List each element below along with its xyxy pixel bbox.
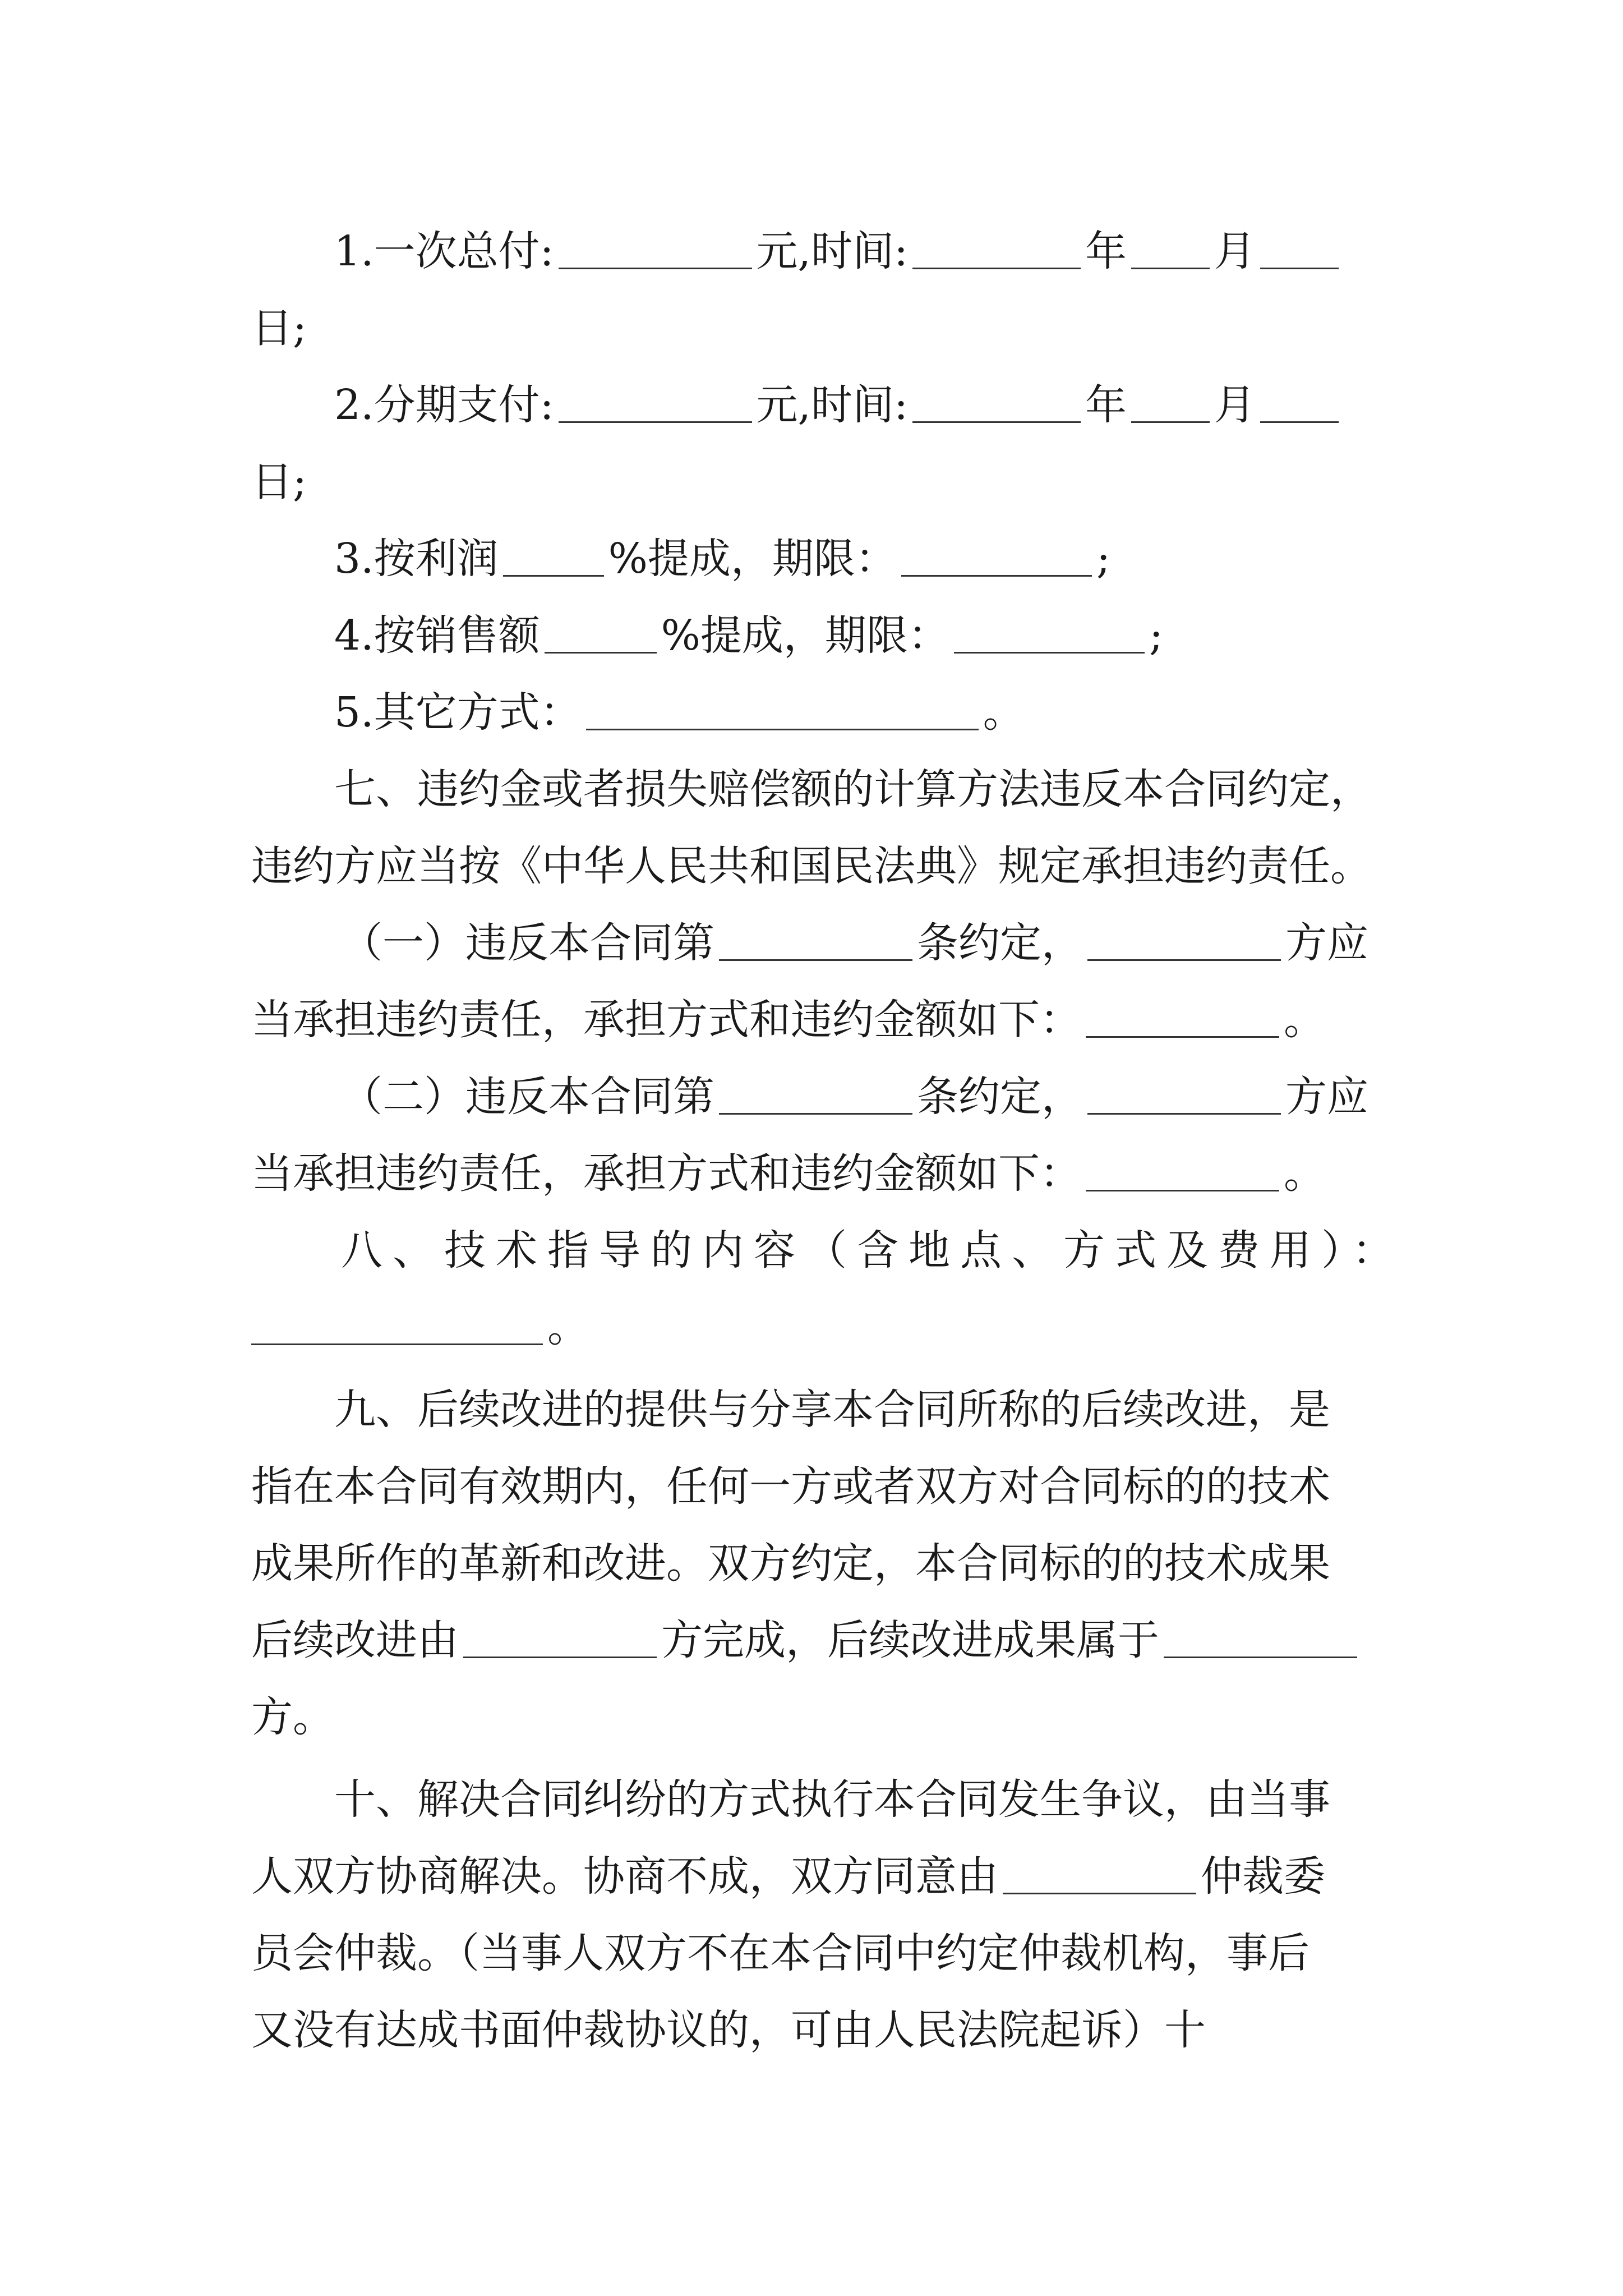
section-8-heading — [251, 1212, 1404, 1289]
party-blank[interactable] — [1087, 926, 1281, 961]
text-line — [251, 1915, 1390, 1992]
text: 2.分期支付: — [334, 381, 554, 429]
text: 4.按销售额 — [334, 611, 540, 660]
text: 违约方应当按《中华人民共和国民法典》规定承担违约责任。 — [251, 842, 1372, 890]
text: 员会仲裁。（当事人双方不在本合同中约定仲裁机构，事后 — [251, 1929, 1310, 1977]
text-line — [251, 1992, 1390, 2069]
text: %提成，期限： — [661, 611, 949, 660]
text: 月 — [1214, 227, 1256, 275]
text: 当承担违约责任，承担方式和违约金额如下： — [251, 1149, 1081, 1198]
text: ; — [1149, 611, 1163, 660]
text: 年 — [1085, 227, 1127, 275]
text: 5.其它方式： — [334, 688, 582, 737]
improver-party-blank[interactable] — [463, 1623, 657, 1658]
text: 仲裁委 — [1201, 1852, 1325, 1901]
text: （一）违反本合同第 — [341, 919, 714, 967]
breach-clause-2-line — [251, 1059, 1390, 1135]
text: 七、违约金或者损失赔偿额的计算方法违反本合同约定， — [334, 765, 1372, 813]
text-line — [251, 1448, 1390, 1525]
guidance-blank[interactable] — [251, 1310, 543, 1345]
text: 方完成，后续改进成果属于 — [661, 1616, 1159, 1664]
text: 。 — [983, 688, 1025, 737]
section-9-heading — [251, 1372, 1390, 1448]
text-line — [251, 1679, 1390, 1756]
text-line — [251, 1838, 1390, 1915]
month-blank[interactable] — [1131, 388, 1210, 423]
text: 。 — [1284, 996, 1325, 1044]
amount-blank[interactable] — [559, 234, 752, 269]
percent-blank[interactable] — [545, 618, 657, 654]
text-line — [251, 1289, 1390, 1366]
text-line — [251, 982, 1390, 1059]
section-10-heading — [251, 1761, 1390, 1838]
amount-blank[interactable] — [1086, 1002, 1279, 1038]
text: 后续改进由 — [251, 1616, 459, 1664]
amount-blank[interactable] — [1086, 1156, 1279, 1191]
text-line — [251, 1135, 1390, 1212]
amount-blank[interactable] — [559, 388, 752, 423]
owner-party-blank[interactable] — [1164, 1623, 1357, 1658]
term-blank[interactable] — [901, 541, 1092, 577]
text: 元,时间: — [756, 227, 909, 275]
document-page — [251, 213, 1404, 2069]
text-line — [251, 444, 1390, 521]
text: 方应 — [1285, 1073, 1368, 1121]
year-blank[interactable] — [912, 234, 1081, 269]
text: 当承担违约责任，承担方式和违约金额如下： — [251, 996, 1081, 1044]
month-blank[interactable] — [1131, 234, 1210, 269]
text: 1.一次总付: — [334, 227, 554, 275]
text: （二）违反本合同第 — [341, 1073, 714, 1121]
text: 十、解决合同纠纷的方式执行本合同发生争议，由当事 — [334, 1775, 1330, 1824]
text: 条约定， — [917, 919, 1083, 967]
text: 指在本合同有效期内，任何一方或者双方对合同标的的技术 — [251, 1462, 1330, 1511]
text: 元,时间: — [756, 381, 909, 429]
payment-installment-line — [251, 367, 1390, 444]
other-method-blank[interactable] — [586, 695, 979, 730]
term-blank[interactable] — [954, 618, 1145, 654]
text: 成果所作的革新和改进。双方约定，本合同标的的技术成果 — [251, 1539, 1330, 1588]
text-line — [251, 290, 1390, 367]
text: 又没有达成书面仲裁协议的，可由人民法院起诉）十 — [251, 2006, 1206, 2054]
text: 日; — [251, 304, 307, 352]
text: ; — [1096, 535, 1110, 583]
text-line — [251, 1525, 1390, 1602]
text: 。 — [547, 1303, 589, 1351]
text: 3.按利润 — [334, 535, 499, 583]
payment-lump-sum-line — [251, 213, 1390, 290]
text-line — [251, 1602, 1390, 1679]
text: 八、技术指导的内容（含地点、方式及费用）： — [341, 1226, 1404, 1274]
arbitration-body-blank[interactable] — [1003, 1859, 1196, 1894]
day-blank[interactable] — [1260, 388, 1339, 423]
text: 。 — [1284, 1149, 1325, 1198]
sales-share-line — [251, 597, 1390, 674]
percent-blank[interactable] — [503, 541, 604, 577]
text-line — [251, 828, 1390, 905]
year-blank[interactable] — [912, 388, 1081, 423]
clause-number-blank[interactable] — [719, 1079, 912, 1115]
clause-number-blank[interactable] — [719, 926, 912, 961]
text: 人双方协商解决。协商不成，双方同意由 — [251, 1852, 998, 1901]
text: 日; — [251, 458, 307, 506]
text: 方应 — [1285, 919, 1368, 967]
text: 条约定， — [917, 1073, 1083, 1121]
section-7-heading — [251, 751, 1390, 828]
other-method-line — [251, 674, 1390, 751]
text: 九、后续改进的提供与分享本合同所称的后续改进，是 — [334, 1386, 1330, 1434]
text: 方。 — [251, 1693, 334, 1741]
profit-share-line — [251, 521, 1390, 597]
breach-clause-1-line — [251, 905, 1390, 982]
day-blank[interactable] — [1260, 234, 1339, 269]
text: %提成，期限： — [608, 535, 897, 583]
party-blank[interactable] — [1087, 1079, 1281, 1115]
text: 月 — [1214, 381, 1256, 429]
text: 年 — [1085, 381, 1127, 429]
